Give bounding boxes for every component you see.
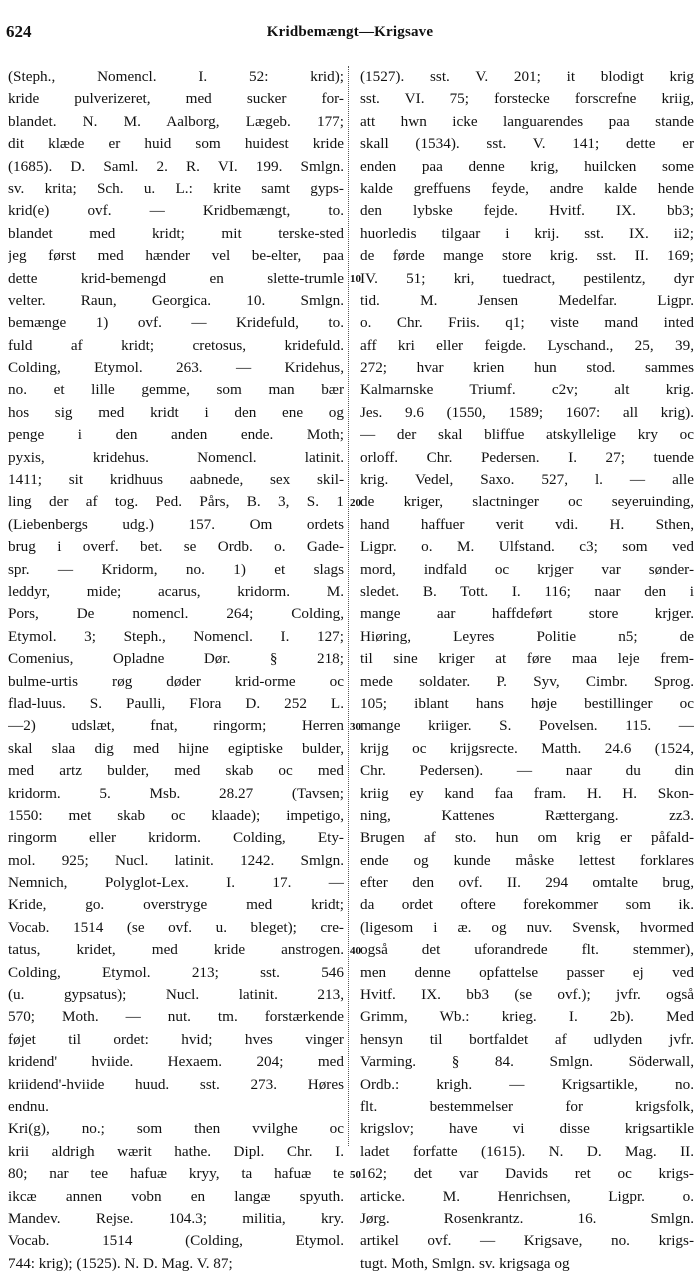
text-line: 162; det var Davids ret oc krigs- bbox=[360, 1165, 694, 1183]
text-line: (Liebenbergs udg.) 157. Om ordets bbox=[8, 515, 344, 533]
text-line: krijg oc krijgsrecte. Matth. 24.6 (1524, bbox=[360, 739, 694, 757]
text-line: ringorm eller kridorm. Colding, Ety- bbox=[8, 829, 344, 847]
text-line: —2) udslæt, fnat, ringorm; Herren bbox=[8, 717, 344, 735]
text-line: tugt. Moth, Smlgn. sv. krigsaga og bbox=[360, 1254, 570, 1272]
text-line: mange aar haffdeført store krjger. bbox=[360, 605, 694, 623]
text-line: Nemnich, Polyglot-Lex. I. 17. — bbox=[8, 874, 344, 892]
left-column bbox=[8, 66, 344, 1275]
text-line: velter. Raun, Georgica. 10. Smlgn. bbox=[8, 291, 344, 309]
text-line: no. et lille gemme, som man bær bbox=[8, 381, 344, 399]
text-line: blandet. N. M. Aalborg, Lægeb. 177; bbox=[8, 112, 344, 130]
text-line: pyxis, kridehus. Nomencl. latinit. bbox=[8, 448, 344, 466]
text-line: IV. 51; kri, tuedract, pestilentz, dyr bbox=[360, 269, 694, 287]
text-line: att hwn icke languarendes paa stande bbox=[360, 112, 694, 130]
text-line: føjet til ordet: hvid; hves vinger bbox=[8, 1030, 344, 1048]
text-line: Jørg. Rosenkrantz. 16. Smlgn. bbox=[360, 1209, 694, 1227]
text-line: kridend' hviide. Hexaem. 204; med bbox=[8, 1053, 344, 1071]
page-number: 624 bbox=[6, 22, 32, 41]
text-line: sv. krita; Sch. u. L.: krite samt gyps- bbox=[8, 179, 344, 197]
text-line: mord, indfald oc krjger var sønder- bbox=[360, 560, 694, 578]
text-line: Comenius, Opladne Dør. § 218; bbox=[8, 650, 344, 668]
text-line: Colding, Etymol. 213; sst. 546 bbox=[8, 963, 344, 981]
text-line: Hiøring, Leyres Politie n5; de bbox=[360, 627, 694, 645]
text-line: 570; Moth. — nut. tm. forstærkende bbox=[8, 1008, 344, 1026]
text-line: artikel ovf. — Krigsave, no. krigs- bbox=[360, 1232, 694, 1250]
text-line: mange kriiger. S. Povelsen. 115. — bbox=[360, 717, 694, 735]
text-line: dit klæde er huid som huidest kride bbox=[8, 135, 344, 153]
running-title: Kridbemængt—Krigsave bbox=[266, 24, 434, 40]
text-line: kriig ey kand faa fram. H. H. Skon- bbox=[360, 784, 694, 802]
text-line: da ordet oftere forekommer som ik. bbox=[360, 896, 694, 914]
text-line: 105; iblant hans høje bestillinger oc bbox=[360, 694, 694, 712]
text-line: Vocab. 1514 (se ovf. u. bleget); cre- bbox=[8, 918, 344, 936]
text-line: mol. 925; Nucl. latinit. 1242. Smlgn. bbox=[8, 851, 344, 869]
text-line: (1527). sst. V. 201; it blodigt krig bbox=[360, 68, 694, 85]
text-line: 80; nar tee hafuæ kryy, ta hafuæ te bbox=[8, 1165, 344, 1183]
text-line: de førde mange store krig. sst. II. 169; bbox=[360, 247, 694, 265]
text-line: Varming. § 84. Smlgn. Söderwall, bbox=[360, 1053, 694, 1071]
line-number: 30 bbox=[350, 720, 361, 733]
text-line: Grimm, Wb.: krieg. I. 2b). Med bbox=[360, 1008, 694, 1026]
text-line: bulme-urtis røg døder krid-orme oc bbox=[8, 672, 344, 690]
text-line: skall (1534). sst. V. 141; dette er bbox=[360, 135, 694, 153]
text-line: den lybske fejde. Hvitf. IX. bb3; bbox=[360, 202, 694, 220]
page-header bbox=[0, 0, 700, 48]
text-line: Kride, go. overstryge med kridt; bbox=[8, 896, 344, 914]
text-line: enden paa denne krig, huilcken some bbox=[360, 157, 694, 175]
text-line: 272; hvar krien hun stod. sammes bbox=[360, 359, 694, 377]
text-line: ikcæ annen vobn en langæ spyuth. bbox=[8, 1187, 344, 1205]
text-line: (1685). D. Saml. 2. R. VI. 199. Smlgn. bbox=[8, 157, 344, 175]
text-line: men denne opfattelse passer ej ved bbox=[360, 963, 694, 981]
text-line: ladet forfatte (1615). N. D. Mag. II. bbox=[360, 1142, 694, 1160]
text-line: flt. bestemmelser for krigsfolk, bbox=[360, 1097, 694, 1115]
text-line: Brugen af sto. hun om krig er påfald- bbox=[360, 829, 694, 847]
text-line: sledet. B. Tott. I. 116; naar den i bbox=[360, 582, 694, 600]
text-line: spr. — Kridorm, no. 1) et slags bbox=[8, 560, 344, 578]
text-line: krid(e) ovf. — Kridbemængt, to. bbox=[8, 202, 344, 220]
text-line: ling der af tog. Ped. Pårs, B. 3, S. 1 bbox=[8, 493, 344, 511]
text-line: Etymol. 3; Steph., Nomencl. I. 127; bbox=[8, 627, 344, 645]
text-line: Kri(g), no.; som then vvilghe oc bbox=[8, 1120, 344, 1138]
text-line: Vocab. 1514 (Colding, Etymol. bbox=[8, 1232, 344, 1250]
text-line: de kriger, slactninger oc seyeruinding, bbox=[360, 493, 694, 511]
text-line: — der skal bliffue atskyllelige kry oc bbox=[360, 426, 694, 444]
text-line: 744: krig); (1525). N. D. Mag. V. 87; bbox=[8, 1254, 233, 1272]
column-divider bbox=[348, 66, 350, 1146]
text-line: hensyn til bortfaldet af udlyden jvfr. bbox=[360, 1030, 694, 1048]
text-line: brug i overf. bet. se Ordb. o. Gade- bbox=[8, 538, 344, 556]
text-line: skal slaa dig med hijne egiptiske bulder, bbox=[8, 739, 344, 757]
text-line: kriidend'-hviide huud. sst. 273. Høres bbox=[8, 1075, 344, 1093]
text-line: hos sig med kridt i den ene og bbox=[8, 403, 344, 421]
text-line: endnu. bbox=[8, 1097, 49, 1115]
text-line: (ligesom i æ. og nuv. Svensk, hvormed bbox=[360, 918, 694, 936]
text-line: hand haffuer verit vdi. H. Sthen, bbox=[360, 515, 694, 533]
text-line: blandet med kridt; mit terske-sted bbox=[8, 224, 344, 242]
text-line: efter den ovf. II. 294 omtalte brug, bbox=[360, 874, 694, 892]
text-line: flad-luus. S. Paulli, Flora D. 252 L. bbox=[8, 694, 344, 712]
right-column bbox=[360, 66, 694, 1275]
text-line: fuld af kridt; cretosus, kridefuld. bbox=[8, 336, 344, 354]
text-line: også det uforandrede flt. stemmer), bbox=[360, 941, 694, 959]
text-line: ende og kunde måske lettest forklares bbox=[360, 851, 694, 869]
line-number: 40 bbox=[350, 944, 361, 957]
text-line: kridorm. 5. Msb. 28.27 (Tavsen; bbox=[8, 784, 344, 802]
text-line: mede soldater. P. Syv, Cimbr. Sprog. bbox=[360, 672, 694, 690]
text-line: sst. VI. 75; forstecke forscrefne kriig, bbox=[360, 90, 694, 108]
text-line: Ligpr. o. M. Ulfstand. c3; som ved bbox=[360, 538, 694, 556]
text-line: krigslov; have vi disse krigsartikle bbox=[360, 1120, 694, 1138]
text-line: bemænge 1) ovf. — Kridefuld, to. bbox=[8, 314, 344, 332]
line-number: 50 bbox=[350, 1168, 361, 1181]
text-line: penge i den anden ende. Moth; bbox=[8, 426, 344, 444]
text-line: Colding, Etymol. 263. — Kridehus, bbox=[8, 359, 344, 377]
text-line: Mandev. Rejse. 104.3; militia, kry. bbox=[8, 1209, 344, 1227]
text-line: dette krid-bemengd en slette-trumle bbox=[8, 269, 344, 287]
line-number: 20 bbox=[350, 496, 361, 509]
text-line: Hvitf. IX. bb3 (se ovf.); jvfr. også bbox=[360, 986, 694, 1004]
text-line: ning, Kattenes Rættergang. zz3. bbox=[360, 806, 694, 824]
text-line: 1550: met skab oc klaade); impetigo, bbox=[8, 806, 344, 824]
text-line: Jes. 9.6 (1550, 1589; 1607: all krig). bbox=[360, 403, 694, 421]
text-line: 1411; sit kridhuus aabnede, sex skil- bbox=[8, 471, 344, 489]
text-line: leddyr, mide; acarus, kridorm. M. bbox=[8, 582, 344, 600]
text-line: kalde greffuens feyde, andre kalde hende bbox=[360, 179, 694, 197]
text-line: til sine kriger at føre maa leje frem- bbox=[360, 650, 694, 668]
text-line: tid. M. Jensen Medelfar. Ligpr. bbox=[360, 291, 694, 309]
line-number: 10 bbox=[350, 272, 361, 285]
text-line: tatus, kridet, med kride anstrogen. bbox=[8, 941, 344, 959]
text-line: krig. Vedel, Saxo. 527, l. — alle bbox=[360, 471, 694, 489]
text-line: Chr. Pedersen). — naar du din bbox=[360, 762, 694, 780]
text-line: jeg først med hænder vel be-elter, paa bbox=[8, 247, 344, 265]
text-line: (Steph., Nomencl. I. 52: krid); bbox=[8, 68, 344, 85]
text-line: orloff. Chr. Pedersen. I. 27; tuende bbox=[360, 448, 694, 466]
text-line: Pors, De nomencl. 264; Colding, bbox=[8, 605, 344, 623]
text-line: (u. gypsatus); Nucl. latinit. 213, bbox=[8, 986, 344, 1004]
text-line: huorledis tilgaar i krij. sst. IX. ii2; bbox=[360, 224, 694, 242]
text-line: Ordb.: krigh. — Krigsartikle, no. bbox=[360, 1075, 694, 1093]
text-line: o. Chr. Friis. q1; viste mand inted bbox=[360, 314, 694, 332]
text-line: kride pulverizeret, med sucker for- bbox=[8, 90, 344, 108]
text-line: articke. M. Henrichsen, Ligpr. o. bbox=[360, 1187, 694, 1205]
text-line: krii aldrigh wærit hathe. Dipl. Chr. I. bbox=[8, 1142, 344, 1160]
text-line: med artz bulder, med skab oc med bbox=[8, 762, 344, 780]
text-line: aff kri eller feigde. Lyschand., 25, 39, bbox=[360, 336, 694, 354]
text-line: Kalmarnske Triumf. c2v; alt krig. bbox=[360, 381, 694, 399]
